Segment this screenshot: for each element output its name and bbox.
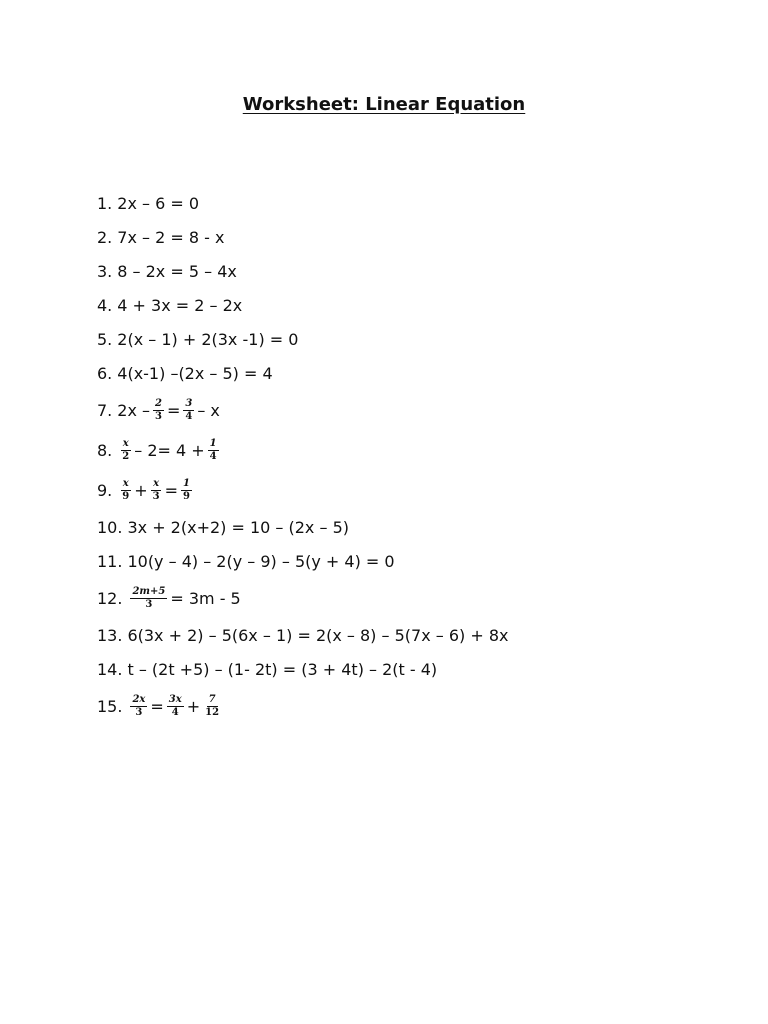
problem-number: 14. <box>97 659 123 679</box>
problem-9 <box>97 470 717 510</box>
problem-12 <box>97 578 717 618</box>
denominator: 3 <box>135 706 143 718</box>
problem-number: 5. <box>97 329 113 349</box>
equation: 7x – 2 = 8 - x <box>117 227 225 247</box>
fraction <box>130 695 147 718</box>
denominator: 4 <box>171 706 179 718</box>
numerator: 1 <box>209 437 217 449</box>
denominator: 12 <box>205 706 220 718</box>
denominator: 9 <box>122 490 130 502</box>
fraction <box>167 695 184 718</box>
equation: 6(3x + 2) – 5(6x – 1) = 2(x – 8) – 5(7x – 6) + 8x <box>127 625 509 645</box>
fraction <box>120 439 131 462</box>
numerator: 3 <box>185 397 193 409</box>
numerator: x <box>153 477 160 489</box>
worksheet-title: Worksheet: Linear Equation <box>242 94 526 115</box>
denominator: 3 <box>155 410 162 422</box>
fraction <box>153 399 164 422</box>
numerator: 2x <box>132 693 146 705</box>
equation-part: 2x – <box>117 400 150 420</box>
denominator: 9 <box>183 490 190 502</box>
problem-number: 15. <box>97 696 123 716</box>
equation: 3x + 2(x+2) = 10 – (2x – 5) <box>127 517 349 537</box>
problem-11 <box>97 544 717 578</box>
numerator: x <box>122 477 129 489</box>
fraction <box>203 695 221 718</box>
equation-part: = <box>164 480 179 500</box>
numerator: x <box>122 437 129 449</box>
equation-part: + <box>134 480 148 500</box>
problem-8 <box>97 430 717 470</box>
equation: 2x – 6 = 0 <box>117 193 200 213</box>
problem-number: 3. <box>97 261 113 281</box>
denominator: 3 <box>152 490 160 502</box>
equation-part: = <box>166 400 181 420</box>
problem-list <box>97 186 717 726</box>
fraction <box>120 479 131 502</box>
numerator: 7 <box>208 693 216 705</box>
problem-number: 8. <box>97 440 113 460</box>
numerator: 2 <box>155 397 162 409</box>
problem-2 <box>97 220 717 254</box>
problem-4 <box>97 288 717 322</box>
problem-15 <box>97 686 717 726</box>
denominator: 3 <box>145 598 153 610</box>
problem-5 <box>97 322 717 356</box>
problem-number: 10. <box>97 517 123 537</box>
equation-part: = <box>150 696 164 716</box>
equation: 4(x-1) –(2x – 5) = 4 <box>117 363 273 383</box>
problem-6 <box>97 356 717 390</box>
fraction <box>181 479 192 502</box>
fraction <box>130 587 167 610</box>
denominator: 4 <box>185 410 193 422</box>
numerator: 2m+5 <box>132 585 166 597</box>
problem-number: 9. <box>97 480 113 500</box>
fraction <box>208 439 219 462</box>
problem-number: 12. <box>97 588 123 608</box>
problem-number: 11. <box>97 551 123 571</box>
problem-7 <box>97 390 717 430</box>
equation: 4 + 3x = 2 – 2x <box>117 295 243 315</box>
denominator: 4 <box>209 450 217 462</box>
fraction <box>151 479 162 502</box>
problem-number: 7. <box>97 400 113 420</box>
problem-number: 6. <box>97 363 113 383</box>
equation: 8 – 2x = 5 – 4x <box>117 261 237 281</box>
numerator: 3x <box>168 693 182 705</box>
problem-number: 13. <box>97 625 123 645</box>
problem-14 <box>97 652 717 686</box>
equation: t – (2t +5) – (1- 2t) = (3 + 4t) – 2(t - 4) <box>127 659 438 679</box>
problem-3 <box>97 254 717 288</box>
equation: 2(x – 1) + 2(3x -1) = 0 <box>117 329 299 349</box>
equation-part: – 2= 4 + <box>134 440 205 460</box>
problem-number: 2. <box>97 227 113 247</box>
equation: 10(y – 4) – 2(y – 9) – 5(y + 4) = 0 <box>127 551 395 571</box>
equation-part: – x <box>197 400 220 420</box>
problem-1 <box>97 186 717 220</box>
equation-part: + <box>186 696 201 716</box>
fraction <box>183 399 194 422</box>
problem-13 <box>97 618 717 652</box>
problem-10 <box>97 510 717 544</box>
equation-part: = 3m - 5 <box>170 588 241 608</box>
denominator: 2 <box>122 450 130 462</box>
problem-number: 1. <box>97 193 113 213</box>
numerator: 1 <box>183 477 190 489</box>
problem-number: 4. <box>97 295 113 315</box>
